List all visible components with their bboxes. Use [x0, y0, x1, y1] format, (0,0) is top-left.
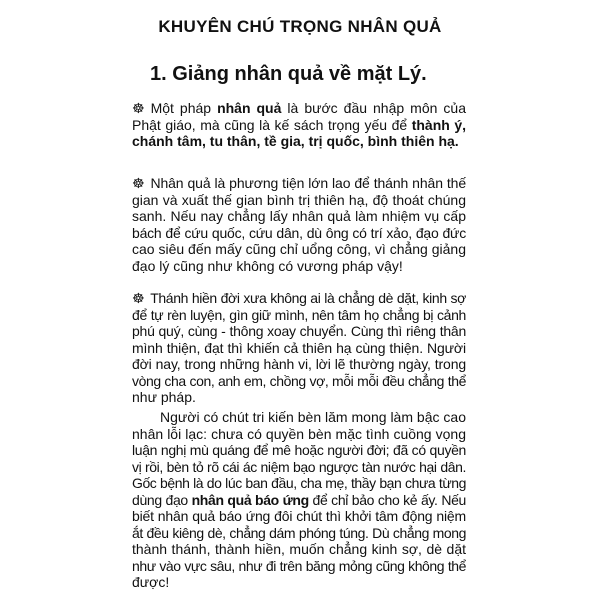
- text-line: [132, 340, 466, 357]
- text-segment: sanh. Nếu nay chẳng lấy nhân quả làm nhiệm vụ cấp: [132, 208, 466, 224]
- paragraph-4: [132, 409, 466, 591]
- text-segment: cao siêu đến mấy cũng chỉ uổng công, vì chẳng giảng: [132, 241, 466, 257]
- paragraph-3: [132, 290, 466, 406]
- text-segment: Người có chút tri kiến bèn lăm mong làm bậc cao: [160, 409, 466, 425]
- text-segment: là bước đầu nhập môn của: [281, 100, 466, 116]
- text-segment: luận nghị mù quáng để mê hoặc người đời; đã có quyền: [132, 442, 466, 458]
- text-line: [132, 241, 466, 258]
- page-title: KHUYÊN CHÚ TRỌNG NHÂN QUẢ: [158, 17, 442, 36]
- text-line: [132, 208, 466, 225]
- text-line: [132, 133, 466, 150]
- text-line: [132, 258, 466, 275]
- text-segment: ắt đều kiêng dè, chẳng dám phóng túng. Dù chẳng mong: [132, 524, 466, 541]
- bold-text: nhân quả: [217, 100, 282, 116]
- text-line: [132, 389, 466, 406]
- text-segment: Nhân quả là phương tiện lớn lao để thánh nhân thế: [150, 175, 466, 191]
- bold-text: chánh tâm, tu thân, tề gia, trị quốc, bình thiên hạ.: [132, 133, 459, 149]
- text-line: [132, 459, 466, 476]
- text-line: [132, 409, 466, 426]
- text-segment: vị rồi, bèn tỏ rõ cái ác niệm bạo ngược tàn nước hại dân.: [132, 458, 466, 475]
- text-line: [132, 525, 466, 542]
- text-segment: mình thiện, đạt thì khiến cả thiên hạ cùng thiện. Người: [132, 339, 466, 356]
- text-segment: để tự rèn luyện, gìn giữ mình, nên tâm họ chẳng bị cảnh: [132, 306, 466, 323]
- dharma-wheel-icon: ☸: [132, 176, 145, 192]
- text-segment: vòng cha con, anh em, chồng vợ, mỗi mỗi đều chẳng thể: [132, 372, 466, 389]
- text-segment: như vào vực sâu, như đi trên băng mỏng cũng không thể: [132, 557, 466, 574]
- text-segment: Thánh hiền đời xưa không ai là chẳng dè dặt, kinh sợ: [150, 290, 466, 306]
- text-line: [132, 574, 466, 591]
- paragraph-2: [132, 175, 466, 274]
- text-segment: biết nhân quả báo ứng đôi chút thì khởi tâm động niệm: [132, 508, 466, 524]
- text-line: [132, 442, 466, 459]
- dharma-wheel-icon: ☸: [132, 291, 145, 307]
- text-segment: để chỉ bảo cho kẻ ấy. Nếu: [308, 491, 466, 508]
- text-line: [132, 225, 466, 242]
- text-segment: nhân lỗi lạc: chưa có quyền bèn mặc tình cuồng vọng: [132, 425, 466, 442]
- text-line: [132, 192, 466, 209]
- text-segment: phú quý, cùng - thông xoay chuyển. Cùng thì riêng thân: [132, 323, 466, 339]
- text-line: [132, 307, 466, 324]
- text-line: [132, 356, 466, 373]
- text-line: [132, 492, 466, 509]
- text-segment: đời nay, trong những hành vi, lời lẽ thường ngày, trong: [132, 356, 466, 372]
- text-segment: đạo lý cũng như không có vương pháp vậy!: [132, 257, 403, 274]
- text-line: [132, 373, 466, 390]
- paragraph-1: [132, 100, 466, 150]
- section-heading: 1. Giảng nhân quả về mặt Lý.: [150, 63, 427, 85]
- text-line: [132, 508, 466, 525]
- text-line: [132, 290, 466, 307]
- text-segment: gian và xuất thế gian bình trị thiên hạ, độ thoát chúng: [132, 191, 466, 208]
- text-line: [132, 117, 466, 134]
- text-segment: bách để cứu quốc, cứu dân, dù ông có trí xảo, đạo đức: [132, 224, 466, 241]
- text-line: [132, 558, 466, 575]
- text-segment: như pháp.: [132, 389, 196, 405]
- text-line: [132, 541, 466, 558]
- text-segment: thành thánh, thành hiền, muốn chẳng kinh sợ, dè dặt: [132, 541, 466, 557]
- text-segment: Phật giáo, mà cũng là kế sách trọng yếu để: [132, 116, 412, 133]
- text-line: [132, 426, 466, 443]
- text-segment: Một pháp: [150, 100, 218, 116]
- text-line: [132, 175, 466, 192]
- bold-text: thành ý,: [411, 116, 467, 133]
- text-line: [132, 323, 466, 340]
- text-segment: được!: [132, 574, 170, 590]
- text-segment: Gốc bệnh là do lúc ban đầu, cha mẹ, thầy bạn chưa từng: [132, 475, 466, 491]
- dharma-wheel-icon: ☸: [132, 101, 145, 117]
- text-line: [132, 475, 466, 492]
- text-segment: dùng đạo: [132, 491, 192, 508]
- text-line: [132, 100, 466, 117]
- bold-text: nhân quả báo ứng: [191, 491, 309, 508]
